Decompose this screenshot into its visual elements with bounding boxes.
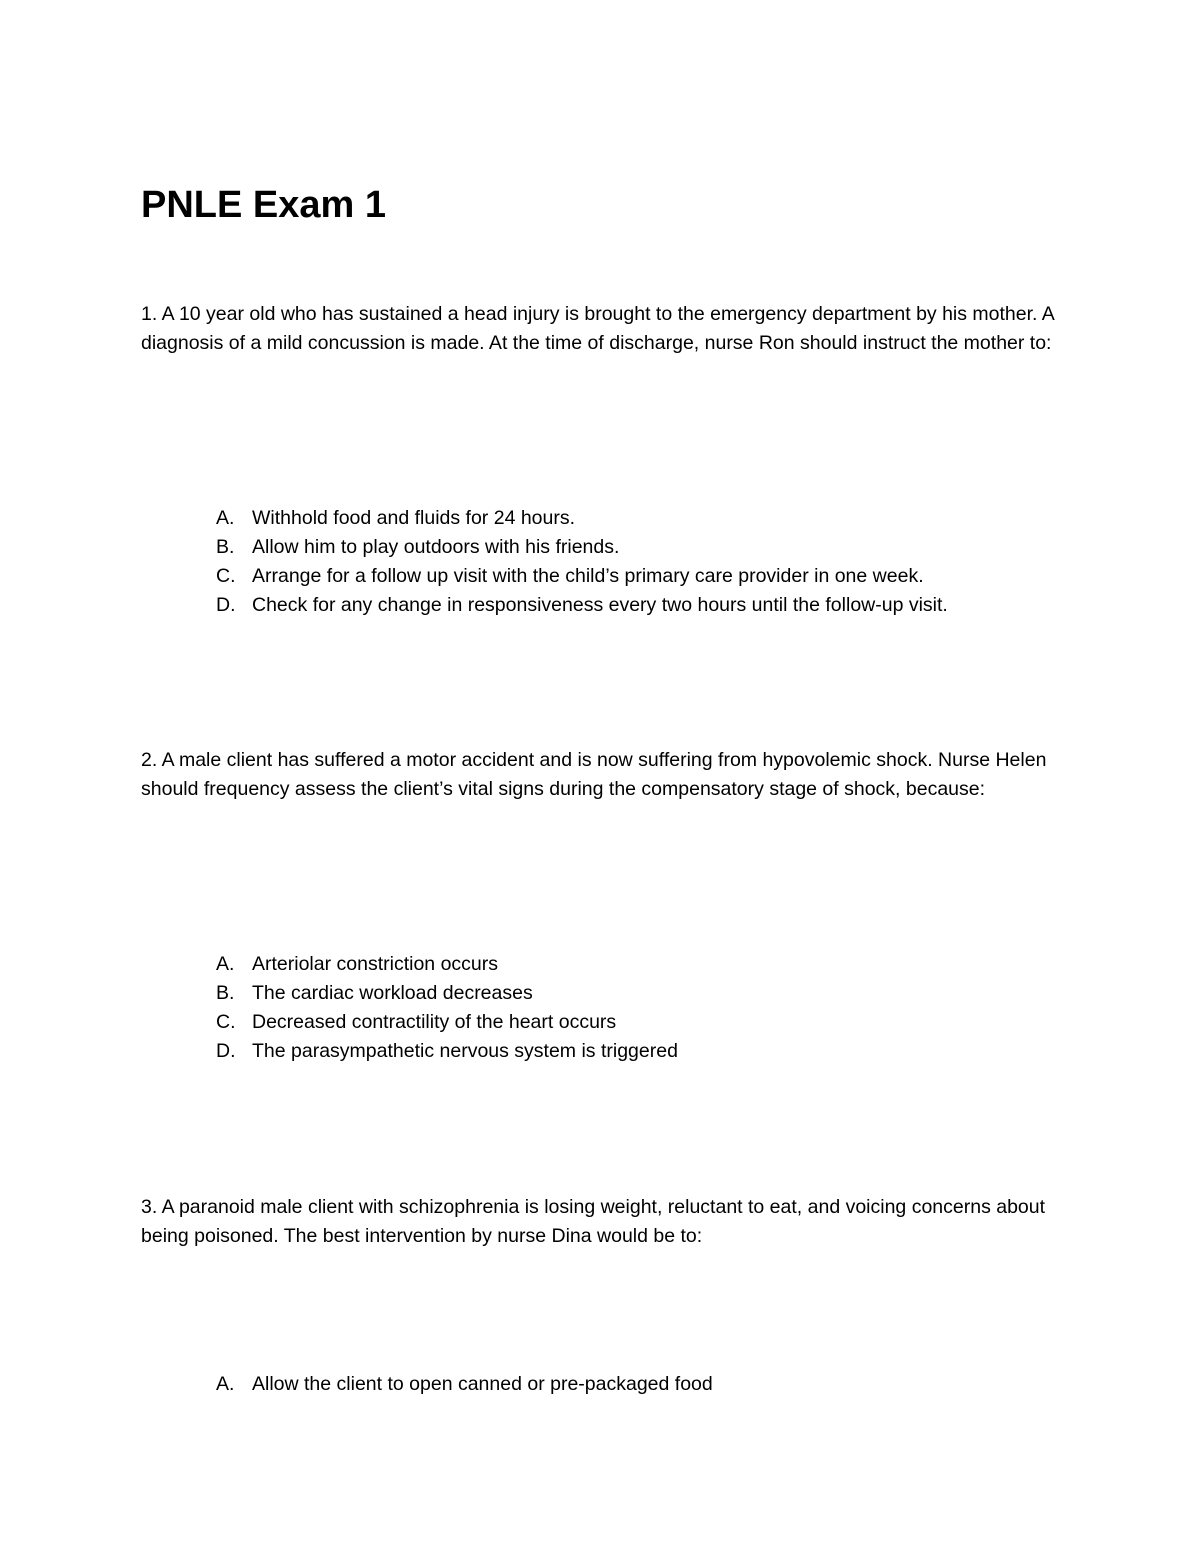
option-letter: D. [216,594,236,616]
question-1-options [212,504,1112,620]
option-text: Decreased contractility of the heart occurs [252,1011,617,1033]
option-letter: C. [216,1011,236,1033]
question-2-options [212,950,1112,1066]
option-letter: A. [216,1373,235,1395]
option-item [212,504,1112,533]
option-letter: B. [216,982,235,1004]
option-letter: C. [216,565,236,587]
option-item [212,533,1112,562]
option-item [212,1008,1112,1037]
option-letter: D. [216,1040,236,1062]
question-3-options [212,1370,1112,1399]
option-letter: A. [216,953,235,975]
option-text: The cardiac workload decreases [252,982,533,1004]
option-text: The parasympathetic nervous system is triggered [252,1040,678,1062]
option-text: Allow him to play outdoors with his friends. [252,536,620,558]
option-letter: B. [216,536,235,558]
option-text: Withhold food and fluids for 24 hours. [252,507,576,529]
option-letter: A. [216,507,235,529]
question-1-text: 1. A 10 year old who has sustained a head injury is brought to the emergency department by his mother. A diagnosis of a mild concussion is made. At the time of discharge, nurse Ron should instruct the mother to: [141,303,1054,354]
option-item [212,1370,1112,1399]
option-item [212,1037,1112,1066]
option-text: Check for any change in responsiveness every two hours until the follow-up visit. [252,594,948,616]
option-item [212,562,1112,591]
option-text: Allow the client to open canned or pre-packaged food [252,1373,713,1395]
option-item [212,950,1112,979]
option-item [212,591,1112,620]
question-3-text: 3. A paranoid male client with schizophrenia is losing weight, reluctant to eat, and voicing concerns about being poisoned. The best intervention by nurse Dina would be to: [141,1196,1046,1247]
page-title: PNLE Exam 1 [141,184,386,226]
option-item [212,979,1112,1008]
option-text: Arrange for a follow up visit with the child’s primary care provider in one week. [252,565,924,587]
question-2-text: 2. A male client has suffered a motor accident and is now suffering from hypovolemic shock. Nurse Helen should frequency assess the client’s vital signs during the compensatory stage of shock, because: [141,749,1047,800]
option-text: Arteriolar constriction occurs [252,953,498,975]
